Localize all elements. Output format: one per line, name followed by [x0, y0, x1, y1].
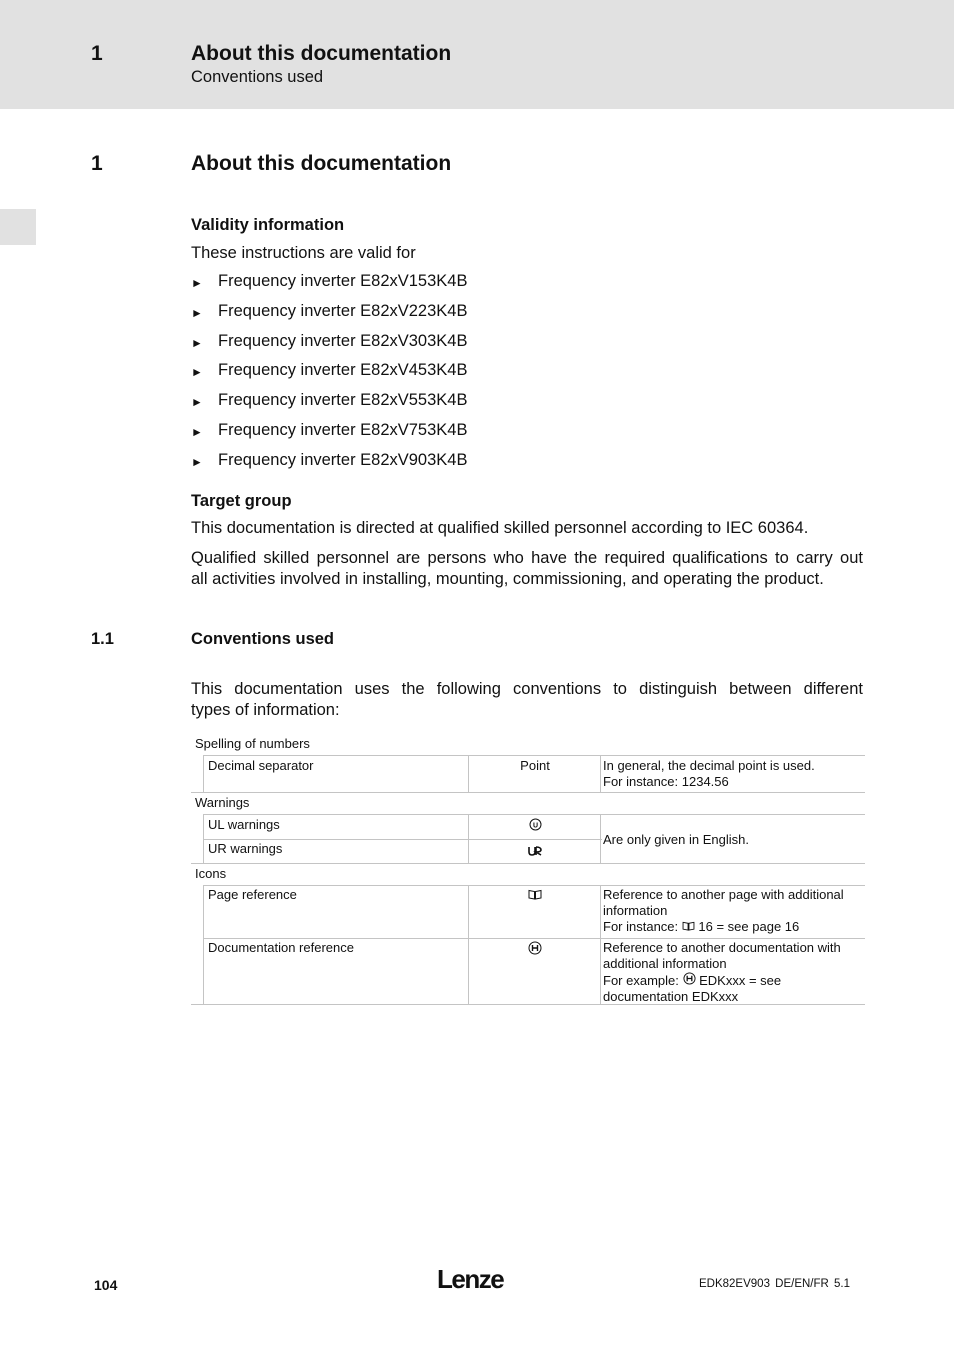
document-id: EDK82EV903 DE/EN/FR 5.1	[699, 1278, 851, 1290]
chapter-title: About this documentation	[191, 152, 452, 175]
table-rule	[203, 755, 865, 756]
table-rule	[203, 814, 865, 815]
list-item: ► Frequency inverter E82xV903K4B	[191, 451, 467, 481]
table-cell-desc: Reference to another documentation with additional information For example: EDKxxx = see documentation EDKxxx	[603, 940, 841, 1004]
bullet-arrow-icon: ►	[191, 424, 203, 439]
list-item: ► Frequency inverter E82xV303K4B	[191, 332, 467, 362]
list-item: ► Frequency inverter E82xV753K4B	[191, 421, 467, 451]
svg-text:U: U	[532, 822, 538, 830]
table-rule	[468, 814, 469, 863]
table-cell-desc: In general, the decimal point is used. For instance: 1234.56	[603, 758, 815, 789]
bullet-arrow-icon: ►	[191, 454, 203, 469]
header-section-subtitle: Conventions used	[191, 68, 324, 86]
table-category-warnings: Warnings	[195, 795, 250, 810]
list-item: ► Frequency inverter E82xV223K4B	[191, 302, 467, 332]
chapter-number: 1	[91, 152, 103, 175]
header-chapter-title: About this documentation	[191, 42, 452, 65]
bullet-arrow-icon: ►	[191, 276, 203, 290]
bullet-arrow-icon: ►	[191, 335, 203, 350]
table-rule	[203, 885, 204, 1004]
header-chapter-number: 1	[91, 42, 103, 65]
table-rule	[468, 755, 469, 792]
table-rule	[600, 814, 601, 863]
table-rule	[191, 792, 865, 793]
table-rule	[203, 814, 204, 863]
list-item: ► Frequency inverter E82xV453K4B	[191, 361, 467, 391]
section-number: 1.1	[91, 630, 114, 648]
chapter-thumb-tab	[0, 209, 36, 245]
list-item: ► Frequency inverter E82xV153K4B	[191, 272, 467, 302]
doc-reference-icon	[683, 972, 696, 989]
table-rule	[191, 863, 865, 864]
validity-heading: Validity information	[191, 216, 345, 234]
table-rule	[600, 755, 601, 792]
table-cell-value: Point	[520, 758, 550, 773]
table-rule	[469, 839, 602, 840]
table-rule	[600, 885, 601, 1004]
conventions-intro-line2: types of information:	[191, 701, 340, 719]
running-header	[0, 0, 954, 109]
ur-mark-icon	[469, 844, 601, 860]
lenze-logo: Lenze	[437, 1264, 504, 1294]
table-rule	[191, 1004, 865, 1005]
section-title: Conventions used	[191, 630, 335, 648]
table-rule	[203, 755, 204, 792]
book-icon	[682, 919, 695, 935]
bullet-arrow-icon: ►	[191, 365, 203, 380]
conventions-intro-line1: This documentation uses the following conventions to distinguish between different	[191, 680, 863, 698]
table-category-icons: Icons	[195, 866, 227, 881]
table-rule	[203, 885, 865, 886]
table-cell-desc: Reference to another page with additional information For instance: 16 = see page 16	[603, 887, 844, 934]
target-group-heading: Target group	[191, 492, 292, 510]
target-group-para1: This documentation is directed at qualified skilled personnel according to IEC 60364.	[191, 519, 809, 537]
bullet-arrow-icon: ►	[191, 305, 203, 320]
table-cell-label: UL warnings	[208, 817, 280, 832]
page-number: 104	[94, 1277, 118, 1293]
target-group-para2-line1: Qualified skilled personnel are persons who have the required qualifications to carry out	[191, 549, 863, 567]
table-cell-label: Decimal separator	[208, 758, 314, 773]
validity-list	[191, 272, 467, 481]
table-cell-label: UR warnings	[208, 841, 283, 856]
table-category-spelling: Spelling of numbers	[195, 736, 310, 751]
table-cell-desc: Are only given in English.	[603, 832, 749, 847]
table-rule	[468, 885, 469, 1004]
table-rule	[203, 938, 865, 939]
validity-intro: These instructions are valid for	[191, 244, 416, 262]
bullet-arrow-icon: ►	[191, 395, 203, 410]
doc-reference-icon	[469, 941, 601, 959]
table-cell-label: Documentation reference	[208, 940, 354, 955]
table-rule	[203, 839, 469, 840]
table-cell-label: Page reference	[208, 887, 297, 902]
ul-mark-icon	[469, 818, 601, 835]
book-icon	[469, 888, 601, 904]
target-group-para2-line2: all activities involved in installing, mounting, commissioning, and operating the product.	[191, 570, 824, 588]
list-item: ► Frequency inverter E82xV553K4B	[191, 391, 467, 421]
